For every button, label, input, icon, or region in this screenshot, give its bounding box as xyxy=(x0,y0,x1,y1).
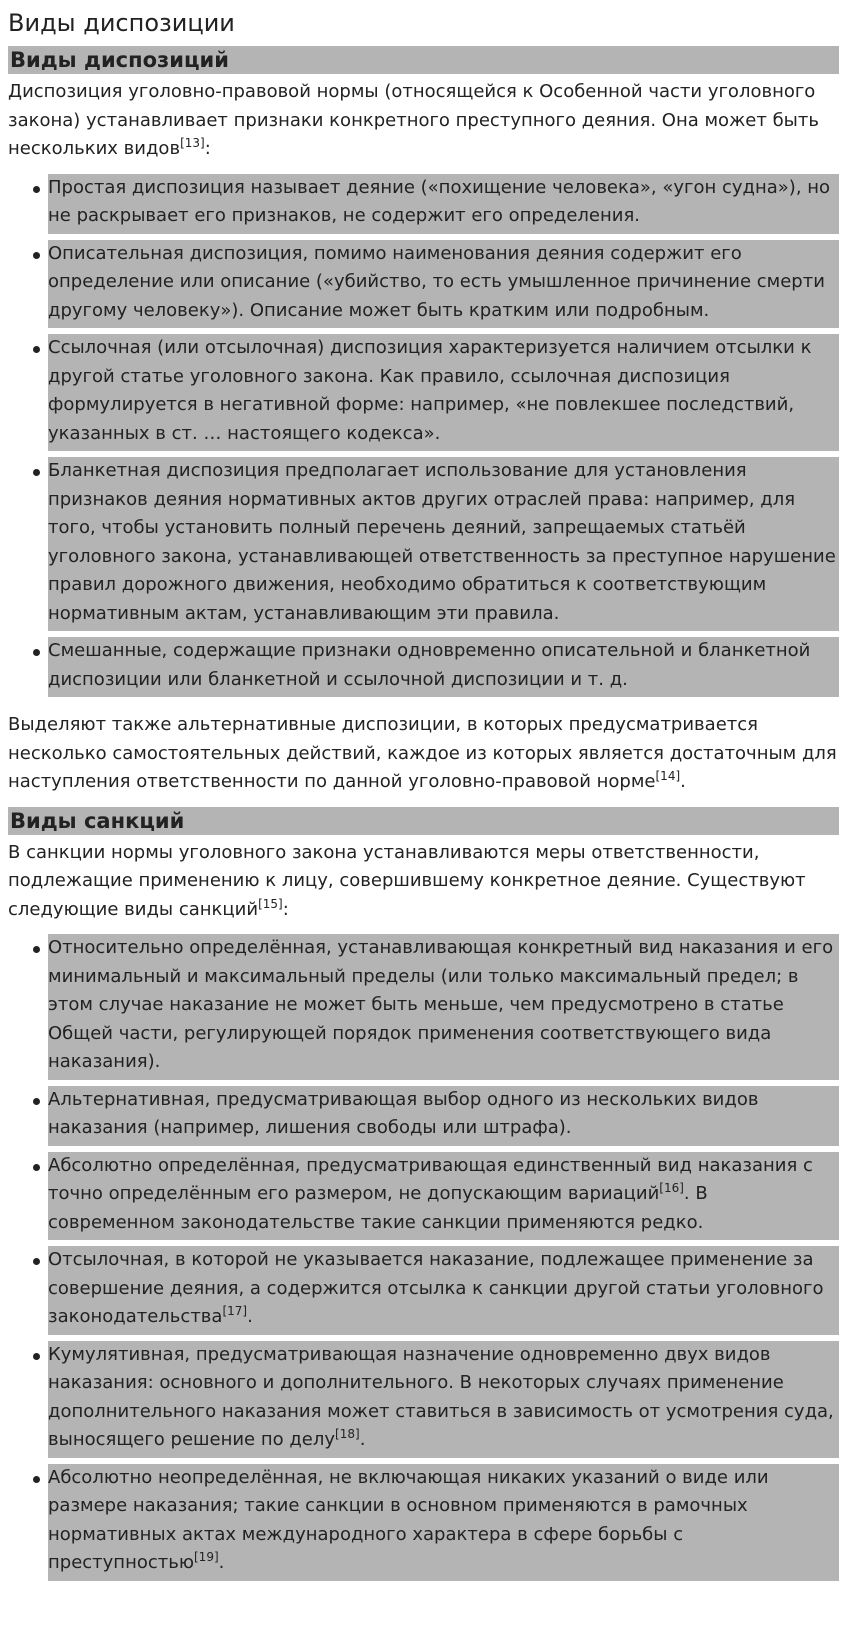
bullet-icon xyxy=(33,1098,40,1105)
list-item-text-after: . xyxy=(218,1552,225,1573)
list-item-text-after: . xyxy=(359,1429,366,1450)
list-item xyxy=(48,934,839,1080)
list-item xyxy=(48,1464,839,1581)
footnote-ref[interactable]: [19] xyxy=(194,1550,219,1564)
list-item xyxy=(48,1341,839,1458)
dispositions-outro xyxy=(8,711,839,797)
section-heading-dispositions: Виды диспозиций xyxy=(8,46,839,74)
list-item-text: Описательная диспозиция, помимо наименования деяния содержит его определение или описание («убийство, то есть умышленное причинение смерти другому человеку»). Описание может быть кратким или подробным. xyxy=(48,242,825,321)
dispositions-list xyxy=(8,174,839,698)
footnote-ref[interactable]: [13] xyxy=(180,136,205,150)
intro-text: Диспозиция уголовно-правовой нормы (относящейся к Особенной части уголовного закона) устанавливает признаки конкретного преступного деяния. Она может быть нескольких видов xyxy=(8,81,819,159)
dispositions-intro xyxy=(8,78,839,164)
list-item xyxy=(48,240,839,329)
bullet-icon xyxy=(33,186,40,193)
list-item xyxy=(48,1086,839,1146)
outro-text: Выделяют также альтернативные диспозиции, в которых предусматривается несколько самостоятельных действий, каждое из которых является достаточным для наступления ответственности по данной уголовно-правовой норме xyxy=(8,714,837,792)
list-item xyxy=(48,1246,839,1335)
sanctions-intro xyxy=(8,839,839,925)
footnote-ref[interactable]: [16] xyxy=(659,1181,684,1195)
outro-end: . xyxy=(680,771,686,792)
footnote-ref[interactable]: [18] xyxy=(335,1427,360,1441)
intro-text: В санкции нормы уголовного закона устанавливаются меры ответственности, подлежащие применению к лицу, совершившему конкретное деяние. Существуют следующие виды санкций xyxy=(8,841,806,920)
list-item xyxy=(48,457,839,631)
bullet-icon xyxy=(33,946,40,953)
list-item-text-after: . xyxy=(247,1306,253,1327)
list-item-text: Бланкетная диспозиция предполагает использование для установления признаков деяния нормативных актов других отраслей права: например, для того, чтобы установить полный перечень деяний, запрещаемых статьёй уголовного закона, устанавливающей ответственность за преступное нарушение правил дорожного движения, необходимо обратиться к соответствующим нормативным актам, устанавливающим эти правила. xyxy=(48,460,836,624)
bullet-icon xyxy=(33,1476,40,1483)
bullet-icon xyxy=(33,469,40,476)
page-title: Виды диспозиции xyxy=(8,9,235,37)
list-item-text: Абсолютно неопределённая, не включающая никаких указаний о виде или размере наказания; такие санкции в основном применяются в рамочных нормативных актах международного характера в сфере борьбы с преступностью xyxy=(48,1466,769,1573)
list-item-text: Альтернативная, предусматривающая выбор одного из нескольких видов наказания (например, лишения свободы или штрафа). xyxy=(48,1088,759,1138)
footnote-ref[interactable]: [15] xyxy=(258,896,283,911)
list-item-text: Смешанные, содержащие признаки одновременно описательной и бланкетной диспозиции или бланкетной и ссылочной диспозиции и т. д. xyxy=(48,640,811,690)
list-item-text: Кумулятивная, предусматривающая назначение одновременно двух видов наказания: основного и дополнительного. В некоторых случаях применение дополнительного наказания может ставиться в зависимость от усмотрения суда, выносящего решение по делу xyxy=(48,1343,834,1450)
list-item xyxy=(48,174,839,234)
list-item-text: Простая диспозиция называет деяние («похищение человека», «угон судна»), но не раскрывает его признаков, не содержит его определения. xyxy=(48,176,831,226)
list-item xyxy=(48,637,839,697)
list-item-text: Отсылочная, в которой не указывается наказание, подлежащее применение за совершение деяния, а содержится отсылка к санкции другой статьи уголовного законодательства xyxy=(48,1249,824,1327)
bullet-icon xyxy=(33,649,40,656)
list-item xyxy=(48,334,839,451)
bullet-icon xyxy=(33,1258,40,1265)
bullet-icon xyxy=(33,1164,40,1171)
bullet-icon xyxy=(33,346,40,353)
footnote-ref[interactable]: [17] xyxy=(222,1304,248,1318)
intro-end: : xyxy=(204,138,211,159)
intro-end: : xyxy=(282,898,289,920)
list-item xyxy=(48,1152,839,1241)
list-item-text: Ссылочная (или отсылочная) диспозиция характеризуется наличием отсылки к другой статье уголовного закона. Как правило, ссылочная диспозиция формулируется в негативной форме: например, «не повлекшее последствий, указанных в ст. … настоящего кодекса». xyxy=(48,337,812,444)
sanctions-list xyxy=(8,934,839,1581)
list-item-text-after: . В современном законодательстве такие санкции применяются редко. xyxy=(48,1183,708,1233)
footnote-ref[interactable]: [14] xyxy=(655,769,681,783)
list-item-text: Относительно определённая, устанавливающая конкретный вид наказания и его минимальный и максимальный пределы (или только максимальный предел; в этом случае наказание не может быть меньше, чем предусмотрено в статье Общей части, регулирующей порядок применения соответствующего вида наказания). xyxy=(48,937,834,1072)
section-heading-sanctions: Виды санкций xyxy=(8,807,839,835)
bullet-icon xyxy=(33,1353,40,1360)
list-item-text: Абсолютно определённая, предусматривающая единственный вид наказания с точно определённым его размером, не допускающим вариаций xyxy=(48,1154,813,1204)
bullet-icon xyxy=(33,252,40,259)
